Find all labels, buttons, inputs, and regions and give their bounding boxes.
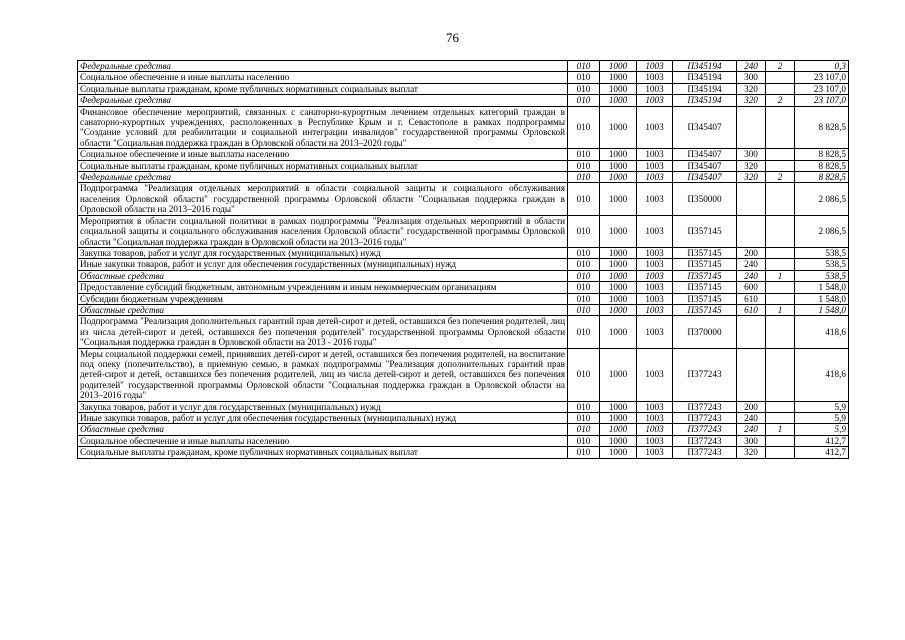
code-section: 1000 — [600, 259, 637, 270]
code-subsection: 1003 — [637, 304, 673, 315]
code-target-article: П357145 — [673, 282, 737, 293]
code-subsection: 1003 — [637, 316, 673, 348]
code-expense-type: 300 — [737, 72, 766, 83]
code-subsection: 1003 — [637, 149, 673, 160]
code-subsection: 1003 — [637, 106, 673, 149]
amount: 2 086,5 — [795, 215, 849, 247]
code-subsection: 1003 — [637, 72, 673, 83]
code-section: 1000 — [600, 160, 637, 171]
row-description: Федеральные средства — [78, 95, 568, 106]
code-ministry: 010 — [568, 293, 600, 304]
amount: 23 107,0 — [795, 95, 849, 106]
table-row — [78, 83, 849, 94]
code-subsection: 1003 — [637, 447, 673, 458]
amount: 1 548,0 — [795, 293, 849, 304]
amount: 412,7 — [795, 435, 849, 446]
code-subsection: 1003 — [637, 172, 673, 183]
code-subsection: 1003 — [637, 183, 673, 215]
code-target-article: П345407 — [673, 149, 737, 160]
code-target-article: П357145 — [673, 293, 737, 304]
row-description: Областные средства — [78, 424, 568, 435]
code-funding-source — [766, 247, 795, 258]
code-target-article: П377243 — [673, 447, 737, 458]
code-funding-source — [766, 401, 795, 412]
row-description: Мероприятия в области социальной политики в рамках подпрограммы "Реализация отдельных мероприятий в области социальной защиты и социального обслуживания населения Орловской области" государственной программы Орловской области "Социальная поддержка граждан в Орловской области на 2013–2016 годы" — [78, 215, 568, 247]
code-expense-type: 300 — [737, 149, 766, 160]
table-row — [78, 293, 849, 304]
code-ministry: 010 — [568, 215, 600, 247]
code-funding-source — [766, 259, 795, 270]
code-subsection: 1003 — [637, 61, 673, 72]
amount: 5,9 — [795, 401, 849, 412]
code-target-article: П357145 — [673, 259, 737, 270]
row-description: Закупка товаров, работ и услуг для государственных (муниципальных) нужд — [78, 401, 568, 412]
table-row — [78, 348, 849, 401]
code-funding-source: 1 — [766, 424, 795, 435]
amount: 8 828,5 — [795, 149, 849, 160]
code-funding-source — [766, 72, 795, 83]
code-ministry: 010 — [568, 304, 600, 315]
code-section: 1000 — [600, 413, 637, 424]
code-expense-type — [737, 183, 766, 215]
code-expense-type: 610 — [737, 304, 766, 315]
code-section: 1000 — [600, 215, 637, 247]
code-target-article: П357145 — [673, 247, 737, 258]
table-row — [78, 95, 849, 106]
row-description: Социальные выплаты гражданам, кроме публичных нормативных социальных выплат — [78, 447, 568, 458]
table-row — [78, 424, 849, 435]
table-row — [78, 304, 849, 315]
code-expense-type: 320 — [737, 160, 766, 171]
code-subsection: 1003 — [637, 83, 673, 94]
code-target-article: П377243 — [673, 401, 737, 412]
code-section: 1000 — [600, 149, 637, 160]
amount: 418,6 — [795, 348, 849, 401]
row-description: Финансовое обеспечение мероприятий, связанных с санаторно-курортным лечением отдельных категорий граждан в санаторно-курортных учреждениях, расположенных в Республике Крым и г. Севастополе в рамках подпрограммы "Создание условий для реабилитации и социальной интеграции инвалидов" государственной программы Орловской области "Социальная поддержка граждан в Орловской области на 2013–2020 годы" — [78, 106, 568, 149]
table-row — [78, 401, 849, 412]
table-row — [78, 172, 849, 183]
code-expense-type — [737, 215, 766, 247]
code-funding-source — [766, 413, 795, 424]
code-subsection: 1003 — [637, 215, 673, 247]
code-subsection: 1003 — [637, 95, 673, 106]
amount: 538,5 — [795, 247, 849, 258]
row-description: Субсидии бюджетным учреждениям — [78, 293, 568, 304]
code-funding-source: 2 — [766, 172, 795, 183]
code-expense-type — [737, 106, 766, 149]
code-target-article: П345194 — [673, 72, 737, 83]
code-target-article: П345407 — [673, 160, 737, 171]
amount: 0,3 — [795, 61, 849, 72]
code-funding-source: 1 — [766, 304, 795, 315]
table-row — [78, 270, 849, 281]
table-row — [78, 149, 849, 160]
code-section: 1000 — [600, 282, 637, 293]
code-section: 1000 — [600, 72, 637, 83]
code-ministry: 010 — [568, 447, 600, 458]
code-funding-source — [766, 83, 795, 94]
code-target-article: П345194 — [673, 61, 737, 72]
code-section: 1000 — [600, 83, 637, 94]
table-row — [78, 282, 849, 293]
amount: 5,9 — [795, 424, 849, 435]
row-description: Закупка товаров, работ и услуг для государственных (муниципальных) нужд — [78, 247, 568, 258]
code-section: 1000 — [600, 424, 637, 435]
code-section: 1000 — [600, 61, 637, 72]
row-description: Социальные выплаты гражданам, кроме публичных нормативных социальных выплат — [78, 160, 568, 171]
code-expense-type: 320 — [737, 447, 766, 458]
code-ministry: 010 — [568, 413, 600, 424]
code-target-article: П345407 — [673, 106, 737, 149]
code-ministry: 010 — [568, 316, 600, 348]
amount: 1 548,0 — [795, 304, 849, 315]
code-funding-source — [766, 348, 795, 401]
code-funding-source: 2 — [766, 61, 795, 72]
code-section: 1000 — [600, 172, 637, 183]
code-subsection: 1003 — [637, 424, 673, 435]
amount: 418,6 — [795, 316, 849, 348]
code-ministry: 010 — [568, 247, 600, 258]
code-ministry: 010 — [568, 72, 600, 83]
amount: 538,5 — [795, 259, 849, 270]
code-target-article: П377243 — [673, 424, 737, 435]
code-ministry: 010 — [568, 160, 600, 171]
code-target-article: П370000 — [673, 316, 737, 348]
code-target-article: П350000 — [673, 183, 737, 215]
code-section: 1000 — [600, 348, 637, 401]
code-funding-source — [766, 106, 795, 149]
code-expense-type: 200 — [737, 401, 766, 412]
amount: 8 828,5 — [795, 106, 849, 149]
table-row — [78, 259, 849, 270]
code-funding-source — [766, 447, 795, 458]
amount: 2 086,5 — [795, 183, 849, 215]
code-funding-source — [766, 215, 795, 247]
code-section: 1000 — [600, 270, 637, 281]
row-description: Областные средства — [78, 304, 568, 315]
code-subsection: 1003 — [637, 348, 673, 401]
code-ministry: 010 — [568, 259, 600, 270]
code-funding-source: 2 — [766, 95, 795, 106]
amount: 1 548,0 — [795, 282, 849, 293]
code-funding-source — [766, 316, 795, 348]
code-subsection: 1003 — [637, 413, 673, 424]
code-expense-type: 240 — [737, 259, 766, 270]
amount: 412,7 — [795, 447, 849, 458]
code-section: 1000 — [600, 435, 637, 446]
code-target-article: П377243 — [673, 348, 737, 401]
code-section: 1000 — [600, 183, 637, 215]
code-target-article: П345194 — [673, 83, 737, 94]
code-target-article: П345194 — [673, 95, 737, 106]
code-expense-type: 300 — [737, 435, 766, 446]
code-ministry: 010 — [568, 435, 600, 446]
code-ministry: 010 — [568, 61, 600, 72]
table-row — [78, 183, 849, 215]
code-ministry: 010 — [568, 270, 600, 281]
amount: 538,5 — [795, 270, 849, 281]
row-description: Федеральные средства — [78, 61, 568, 72]
row-description: Федеральные средства — [78, 172, 568, 183]
code-subsection: 1003 — [637, 247, 673, 258]
code-ministry: 010 — [568, 424, 600, 435]
code-ministry: 010 — [568, 106, 600, 149]
row-description: Социальное обеспечение и иные выплаты населению — [78, 72, 568, 83]
code-target-article: П357145 — [673, 270, 737, 281]
code-subsection: 1003 — [637, 282, 673, 293]
amount: 23 107,0 — [795, 72, 849, 83]
row-description: Подпрограмма "Реализация отдельных мероприятий в области социальной защиты и социального обслуживания населения Орловской области" государственной программы Орловской области "Социальная поддержка граждан в Орловской области на 2013–2016 годы" — [78, 183, 568, 215]
row-description: Социальное обеспечение и иные выплаты населению — [78, 149, 568, 160]
amount: 8 828,5 — [795, 160, 849, 171]
code-funding-source — [766, 293, 795, 304]
code-subsection: 1003 — [637, 259, 673, 270]
row-description: Социальные выплаты гражданам, кроме публичных нормативных социальных выплат — [78, 83, 568, 94]
code-section: 1000 — [600, 95, 637, 106]
code-section: 1000 — [600, 304, 637, 315]
table-row — [78, 106, 849, 149]
table-row — [78, 72, 849, 83]
code-subsection: 1003 — [637, 160, 673, 171]
code-expense-type: 240 — [737, 61, 766, 72]
code-target-article: П377243 — [673, 435, 737, 446]
table-row — [78, 247, 849, 258]
code-section: 1000 — [600, 247, 637, 258]
code-funding-source — [766, 183, 795, 215]
code-funding-source — [766, 160, 795, 171]
code-section: 1000 — [600, 401, 637, 412]
row-description: Социальное обеспечение и иные выплаты населению — [78, 435, 568, 446]
code-target-article: П345407 — [673, 172, 737, 183]
code-ministry: 010 — [568, 183, 600, 215]
code-funding-source — [766, 149, 795, 160]
code-section: 1000 — [600, 447, 637, 458]
table-row — [78, 316, 849, 348]
code-section: 1000 — [600, 106, 637, 149]
code-expense-type: 320 — [737, 83, 766, 94]
code-funding-source — [766, 435, 795, 446]
code-expense-type: 200 — [737, 247, 766, 258]
code-target-article: П357145 — [673, 304, 737, 315]
code-expense-type: 320 — [737, 172, 766, 183]
row-description: Предоставление субсидий бюджетным, автономным учреждениям и иным некоммерческим организациям — [78, 282, 568, 293]
budget-table — [77, 60, 849, 459]
amount: 8 828,5 — [795, 172, 849, 183]
code-expense-type: 600 — [737, 282, 766, 293]
row-description: Иные закупки товаров, работ и услуг для обеспечения государственных (муниципальных) нужд — [78, 413, 568, 424]
page-number: 76 — [446, 30, 459, 45]
code-expense-type: 320 — [737, 95, 766, 106]
code-ministry: 010 — [568, 149, 600, 160]
amount: 23 107,0 — [795, 83, 849, 94]
code-ministry: 010 — [568, 172, 600, 183]
code-subsection: 1003 — [637, 435, 673, 446]
table-row — [78, 160, 849, 171]
code-expense-type: 240 — [737, 424, 766, 435]
code-expense-type — [737, 348, 766, 401]
table-row — [78, 215, 849, 247]
code-ministry: 010 — [568, 83, 600, 94]
budget-table-body — [78, 61, 849, 459]
code-funding-source — [766, 282, 795, 293]
code-expense-type: 240 — [737, 270, 766, 281]
row-description: Меры социальной поддержки семей, принявших детей-сирот и детей, оставшихся без попечения родителей, на воспитание под опеку (попечительство), в приемную семью, в рамках подпрограммы "Реализация дополнительных гарантий прав детей-сирот и детей, оставшихся без попечения родителей, лиц из числа детей-сирот и детей, оставшихся без попечения родителей" государственной программы Орловской области "Социальная поддержка граждан в Орловской области на 2013–2016 годы" — [78, 348, 568, 401]
code-subsection: 1003 — [637, 401, 673, 412]
code-section: 1000 — [600, 293, 637, 304]
code-ministry: 010 — [568, 95, 600, 106]
code-subsection: 1003 — [637, 293, 673, 304]
table-row — [78, 413, 849, 424]
code-ministry: 010 — [568, 401, 600, 412]
code-expense-type — [737, 316, 766, 348]
table-row — [78, 61, 849, 72]
code-target-article: П377243 — [673, 413, 737, 424]
code-funding-source: 1 — [766, 270, 795, 281]
code-ministry: 010 — [568, 348, 600, 401]
code-ministry: 010 — [568, 282, 600, 293]
code-expense-type: 240 — [737, 413, 766, 424]
amount: 5,9 — [795, 413, 849, 424]
code-target-article: П357145 — [673, 215, 737, 247]
row-description: Подпрограмма "Реализация дополнительных гарантий прав детей-сирот и детей, оставшихся без попечения родителей, лиц из числа детей-сирот и детей, оставшихся без попечения родителей" государственной программы Орловской области "Социальная поддержка граждан в Орловской области на 2013 - 2016 годы" — [78, 316, 568, 348]
code-subsection: 1003 — [637, 270, 673, 281]
code-expense-type: 610 — [737, 293, 766, 304]
code-section: 1000 — [600, 316, 637, 348]
table-row — [78, 435, 849, 446]
row-description: Областные средства — [78, 270, 568, 281]
table-row — [78, 447, 849, 458]
row-description: Иные закупки товаров, работ и услуг для обеспечения государственных (муниципальных) нужд — [78, 259, 568, 270]
